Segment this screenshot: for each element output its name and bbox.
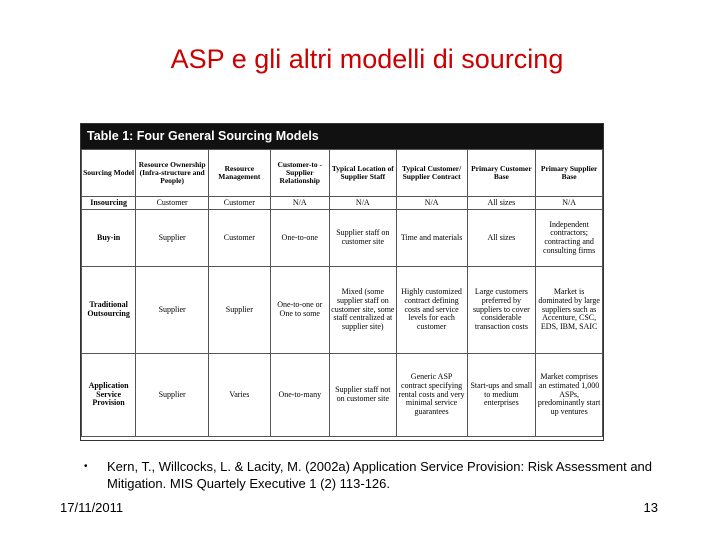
header-cell: Primary Customer Base	[467, 150, 536, 197]
table-cell: Start-ups and small to medium enterprises	[467, 354, 536, 437]
table-cell: N/A	[329, 197, 396, 210]
header-cell: Typical Customer/ Supplier Contract	[396, 150, 467, 197]
table-cell: N/A	[396, 197, 467, 210]
footer-date: 17/11/2011	[60, 500, 124, 515]
table-cell: Traditional Outsourcing	[82, 267, 136, 354]
table-cell: Highly customized contract defining costs and service levels for each customer	[396, 267, 467, 354]
table-figure	[80, 123, 604, 441]
table-cell: Large customers preferred by suppliers to cover considerable transaction costs	[467, 267, 536, 354]
table-cell: Market is dominated by large suppliers such as Accenture, CSC, EDS, IBM, SAIC	[536, 267, 603, 354]
table-cell: All sizes	[467, 197, 536, 210]
table-row	[82, 267, 603, 354]
table-cell: Customer	[136, 197, 209, 210]
header-cell: Customer-to -Supplier Relationship	[270, 150, 329, 197]
table-cell: Insourcing	[82, 197, 136, 210]
table-cell: Supplier staff not on customer site	[329, 354, 396, 437]
table-cell: Buy-in	[82, 210, 136, 267]
table-cell: Varies	[209, 354, 270, 437]
table-header-row	[82, 150, 603, 197]
table-cell: All sizes	[467, 210, 536, 267]
header-cell: Primary Supplier Base	[536, 150, 603, 197]
table-cell: Supplier	[136, 354, 209, 437]
page-number: 13	[643, 500, 658, 515]
header-cell: Sourcing Model	[82, 150, 136, 197]
header-cell: Resource Management	[209, 150, 270, 197]
table-cell: Independent contractors; contracting and consulting firms	[536, 210, 603, 267]
table-cell: One-to-one or One to some	[270, 267, 329, 354]
table-cell: Supplier	[136, 267, 209, 354]
table-cell: Generic ASP contract specifying rental costs and very minimal service guarantees	[396, 354, 467, 437]
table-cell: Application Service Provision	[82, 354, 136, 437]
table-cell: Supplier	[136, 210, 209, 267]
table-cell: Customer	[209, 210, 270, 267]
table-cell: Mixed (some supplier staff on customer site, some staff centralized at supplier site)	[329, 267, 396, 354]
table-caption: Table 1: Four General Sourcing Models	[81, 124, 603, 149]
header-cell: Typical Location of Supplier Staff	[329, 150, 396, 197]
table-row	[82, 354, 603, 437]
table-cell: Supplier	[209, 267, 270, 354]
sourcing-models-table	[81, 149, 603, 437]
table-cell: One-to-many	[270, 354, 329, 437]
bullet-icon: •	[84, 461, 88, 472]
reference-text: Kern, T., Willcocks, L. & Lacity, M. (2002a) Application Service Provision: Risk Assessment and Mitigation. MIS Quartely Executive 1 (2) 113-126.	[107, 459, 653, 491]
table-cell: N/A	[270, 197, 329, 210]
slide-title: ASP e gli altri modelli di sourcing	[170, 44, 564, 74]
table-cell: One-to-one	[270, 210, 329, 267]
table-cell: Customer	[209, 197, 270, 210]
table-cell: Market comprises an estimated 1,000 ASPs, predominantly start up ventures	[536, 354, 603, 437]
table-cell: N/A	[536, 197, 603, 210]
table-row	[82, 210, 603, 267]
table-cell: Supplier staff on customer site	[329, 210, 396, 267]
table-row	[82, 197, 603, 210]
table-cell: Time and materials	[396, 210, 467, 267]
header-cell: Resource Ownership (Infra-structure and People)	[136, 150, 209, 197]
